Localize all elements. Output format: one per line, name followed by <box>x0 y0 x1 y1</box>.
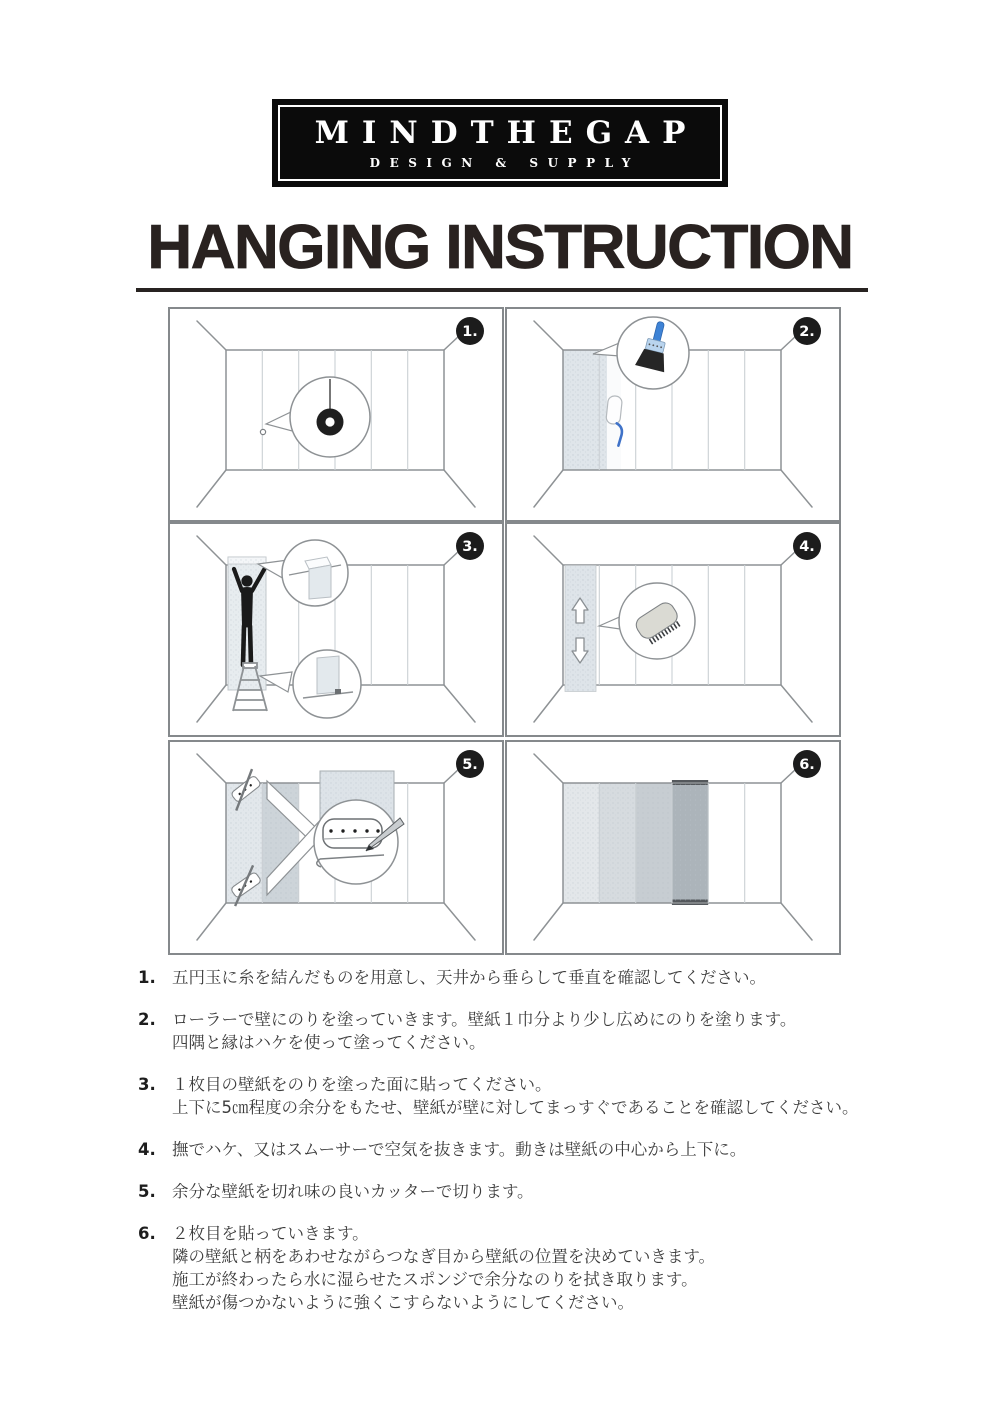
step-2-illustration <box>505 307 841 522</box>
brand-name: MINDTHEGAP <box>314 114 699 151</box>
instruction-text: 壁紙が傷つかないように強くこすらないようにしてください。 <box>172 1293 634 1312</box>
step-3-illustration <box>168 522 504 737</box>
svg-text:4.: 4. <box>799 539 815 555</box>
instruction-item-2 <box>138 1008 938 1054</box>
title-underline <box>136 288 868 292</box>
instruction-item-3 <box>138 1073 938 1119</box>
brand-logo-frame <box>278 105 722 181</box>
instruction-number: 2. <box>138 1010 156 1029</box>
step-4-illustration <box>505 522 841 737</box>
step-badge <box>456 317 484 345</box>
svg-text:3.: 3. <box>462 539 478 555</box>
svg-text:5.: 5. <box>462 757 478 773</box>
svg-text:6.: 6. <box>799 757 815 773</box>
step-badge <box>793 317 821 345</box>
step-badge <box>456 750 484 778</box>
instruction-text: 撫でハケ、又はスムーサーで空気を抜きます。動きは壁紙の中心から上下に。 <box>172 1140 747 1159</box>
instruction-text: 上下に5㎝程度の余分をもたせ、壁紙が壁に対してまっすぐであることを確認してください。 <box>172 1098 859 1117</box>
instruction-text: 四隅と縁はハケを使って塗ってください。 <box>172 1033 486 1052</box>
instructions-list <box>138 966 938 1333</box>
step-badge <box>456 532 484 560</box>
wall-mark-dot <box>260 429 265 434</box>
instruction-number: 4. <box>138 1140 156 1159</box>
instruction-text: 施工が終わったら水に湿らせたスポンジで余分なのりを拭き取ります。 <box>172 1270 698 1289</box>
instruction-number: 6. <box>138 1224 156 1243</box>
instruction-text: 余分な壁紙を切れ味の良いカッターで切ります。 <box>172 1182 534 1201</box>
svg-text:1.: 1. <box>462 324 478 340</box>
step-5-illustration <box>168 740 504 955</box>
instruction-item-4 <box>138 1138 938 1161</box>
instruction-text: ローラーで壁にのりを塗っていきます。壁紙１巾分より少し広めにのりを塗ります。 <box>172 1010 797 1029</box>
instruction-text: 隣の壁紙と柄をあわせながらつなぎ目から壁紙の位置を決めていきます。 <box>172 1247 716 1266</box>
brand-logo <box>272 99 728 187</box>
instruction-item-6 <box>138 1222 938 1314</box>
instruction-item-1 <box>138 966 938 989</box>
first-wallpaper-strip <box>565 566 596 692</box>
instruction-number: 1. <box>138 968 156 987</box>
instruction-number: 3. <box>138 1075 156 1094</box>
step-badge <box>793 750 821 778</box>
step-badge <box>793 532 821 560</box>
instruction-text: 五円玉に糸を結んだものを用意し、天井から垂らして垂直を確認してください。 <box>172 968 766 987</box>
step-6-illustration <box>505 740 841 955</box>
step-1-illustration <box>168 307 504 522</box>
instruction-text: ２枚目を貼っていきます。 <box>172 1224 369 1243</box>
svg-text:2.: 2. <box>799 324 815 340</box>
instruction-number: 5. <box>138 1182 156 1201</box>
instruction-item-5 <box>138 1180 938 1203</box>
page-title: HANGING INSTRUCTION <box>147 213 853 282</box>
instruction-text: １枚目の壁紙をのりを塗った面に貼ってください。 <box>172 1075 552 1094</box>
brand-tagline: DESIGN & SUPPLY <box>369 155 640 170</box>
